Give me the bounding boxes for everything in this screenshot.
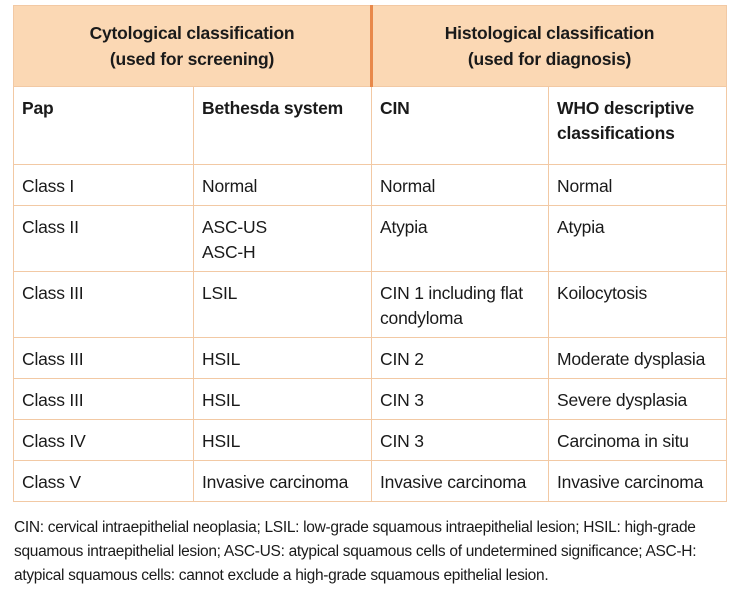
- cytological-title: Cytological classification: [89, 23, 295, 43]
- cin-cell-line: condyloma: [380, 308, 463, 328]
- cin-cell-line: Invasive carcinoma: [380, 472, 527, 492]
- table-row: [14, 338, 727, 379]
- column-header-who: [549, 87, 727, 165]
- bethesda-cell-line: HSIL: [202, 349, 241, 369]
- cin-cell: [372, 165, 549, 206]
- who-cell: [549, 420, 727, 461]
- who-cell: [549, 165, 727, 206]
- who-cell-line: Carcinoma in situ: [557, 431, 689, 451]
- footnote: CIN: cervical intraepithelial neoplasia; LSIL: low-grade squamous intraepithelial lesion; HSIL: high-grade squamous intraepithelial lesion; ASC-US: atypical squamous cells of undetermined significance; ASC-H: atypical squamous cells: cannot exclude a high-grade squamous epithelial lesion.: [14, 519, 697, 584]
- bethesda-cell: [194, 338, 372, 379]
- histological-subtitle: (used for diagnosis): [467, 49, 632, 69]
- cin-cell-line: Normal: [380, 176, 436, 196]
- cin-cell: [372, 420, 549, 461]
- pap-cell: Class II: [14, 206, 194, 272]
- bethesda-cell: [194, 379, 372, 420]
- bethesda-cell: [194, 420, 372, 461]
- who-cell: [549, 206, 727, 272]
- histological-title: Histological classification: [444, 23, 655, 43]
- table-row: [14, 165, 727, 206]
- column-header-pap: Pap: [14, 87, 194, 165]
- bethesda-cell-line: HSIL: [202, 431, 241, 451]
- column-header-who-line1: WHO descriptive: [557, 98, 695, 118]
- cin-cell: [372, 338, 549, 379]
- cytological-group-header: [14, 6, 372, 87]
- classification-table: [13, 5, 727, 502]
- bethesda-cell-line: ASC-US: [202, 217, 267, 237]
- cin-cell-line: CIN 2: [380, 349, 424, 369]
- who-cell-line: Severe dysplasia: [557, 390, 688, 410]
- who-cell-line: Moderate dysplasia: [557, 349, 706, 369]
- bethesda-cell: [194, 165, 372, 206]
- cin-cell: [372, 461, 549, 502]
- pap-cell: Class IV: [14, 420, 194, 461]
- bethesda-cell-line: Normal: [202, 176, 258, 196]
- bethesda-cell-line: LSIL: [202, 283, 238, 303]
- bethesda-cell-line: Invasive carcinoma: [202, 472, 349, 492]
- column-header-cin: CIN: [372, 87, 549, 165]
- pap-cell: Class V: [14, 461, 194, 502]
- bethesda-cell-line: ASC-H: [202, 242, 256, 262]
- cin-cell-line: Atypia: [380, 217, 428, 237]
- table-row: [14, 272, 727, 338]
- cin-cell: [372, 379, 549, 420]
- table-row: [14, 420, 727, 461]
- cin-cell: [372, 206, 549, 272]
- bethesda-cell: [194, 272, 372, 338]
- who-cell: [549, 461, 727, 502]
- pap-cell: Class III: [14, 379, 194, 420]
- who-cell: [549, 338, 727, 379]
- pap-cell: Class III: [14, 272, 194, 338]
- who-cell-line: Koilocytosis: [557, 283, 647, 303]
- table-row: [14, 206, 727, 272]
- cin-cell-line: CIN 3: [380, 431, 424, 451]
- table-row: [14, 461, 727, 502]
- pap-cell: Class III: [14, 338, 194, 379]
- who-cell: [549, 379, 727, 420]
- table-body: [14, 165, 727, 502]
- who-cell-line: Invasive carcinoma: [557, 472, 704, 492]
- pap-cell: Class I: [14, 165, 194, 206]
- who-cell: [549, 272, 727, 338]
- group-header-row: [14, 6, 727, 87]
- cin-cell: [372, 272, 549, 338]
- cin-cell-line: CIN 1 including flat: [380, 283, 523, 303]
- bethesda-cell: [194, 461, 372, 502]
- column-header-row: [14, 87, 727, 165]
- histological-group-header: [372, 6, 727, 87]
- column-header-who-line2: classifications: [557, 123, 675, 143]
- who-cell-line: Atypia: [557, 217, 605, 237]
- column-header-bethesda: Bethesda system: [194, 87, 372, 165]
- table-row: [14, 379, 727, 420]
- cytological-subtitle: (used for screening): [109, 49, 275, 69]
- bethesda-cell: [194, 206, 372, 272]
- bethesda-cell-line: HSIL: [202, 390, 241, 410]
- who-cell-line: Normal: [557, 176, 613, 196]
- cin-cell-line: CIN 3: [380, 390, 424, 410]
